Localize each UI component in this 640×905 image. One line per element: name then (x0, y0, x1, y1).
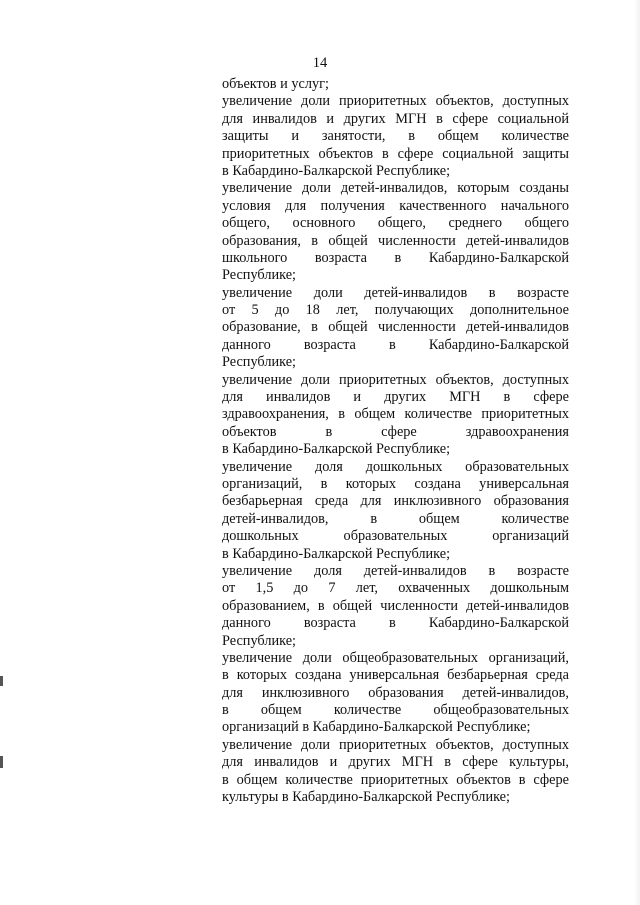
text-line: объектов и услуг; (222, 76, 329, 92)
text-line: организаций в Кабардино-Балкарской Республике; (222, 719, 531, 736)
text-line: в общем количестве общеобразовательных (222, 702, 569, 719)
text-line: в Кабардино-Балкарской Республике; (222, 162, 451, 179)
text-line: здравоохранения, в общем количестве приоритетных (222, 406, 569, 423)
text-line: культуры в Кабардино-Балкарской Республике; (222, 789, 511, 806)
text-line: условия для получения качественного начального (222, 197, 569, 214)
text-line: Республике; (222, 354, 297, 371)
text-line: увеличение доли приоритетных объектов, доступных (222, 371, 569, 388)
scan-edge-shadow (634, 0, 640, 905)
text-line: школьного возраста в Кабардино-Балкарской (222, 249, 569, 266)
text-line: безбарьерная среда для инклюзивного образования (222, 493, 569, 510)
text-line: увеличение доли общеобразовательных организаций, (222, 649, 569, 666)
page-number: 14 (312, 55, 328, 71)
text-line: в Кабардино-Балкарской Республике; (222, 441, 451, 458)
text-line: в общем количестве приоритетных объектов в сфере (222, 771, 569, 788)
text-line: организаций, в которых создана универсальная (222, 475, 569, 492)
text-line: от 5 до 18 лет, получающих дополнительное (222, 302, 569, 319)
text-line: увеличение доля детей-инвалидов в возрасте (222, 562, 569, 579)
text-line: увеличение доля дошкольных образовательных (222, 458, 569, 475)
text-line: общего, основного общего, среднего общего (222, 215, 569, 232)
text-line: Республике; (222, 267, 297, 284)
text-line: данного возраста в Кабардино-Балкарской (222, 615, 569, 632)
text-line: увеличение доли детей-инвалидов в возрасте (222, 284, 569, 301)
text-line: защиты и занятости, в общем количестве (222, 128, 569, 145)
text-line: для инвалидов и других МГН в сфере социальной (222, 110, 569, 127)
text-line: образованием, в общей численности детей-инвалидов (222, 597, 569, 614)
scan-edge-mark (0, 676, 3, 686)
text-line: увеличение доли детей-инвалидов, которым созданы (222, 180, 569, 197)
scan-edge-mark (0, 756, 3, 768)
text-line: увеличение доли приоритетных объектов, доступных (222, 93, 569, 110)
text-line: детей-инвалидов, в общем количестве (222, 510, 569, 527)
text-line: увеличение доли приоритетных объектов, доступных (222, 736, 569, 753)
text-line: от 1,5 до 7 лет, охваченных дошкольным (222, 580, 569, 597)
text-line: образование, в общей численности детей-инвалидов (222, 319, 569, 336)
text-line: данного возраста в Кабардино-Балкарской (222, 336, 569, 353)
text-line: в Кабардино-Балкарской Республике; (222, 545, 451, 562)
text-line: в которых создана универсальная безбарьерная среда (222, 667, 569, 684)
text-line: для инвалидов и других МГН в сфере культуры, (222, 754, 569, 771)
text-line: Республике; (222, 632, 297, 649)
text-line: для инвалидов и других МГН в сфере (222, 389, 569, 406)
text-line: приоритетных объектов в сфере социальной защиты (222, 145, 569, 162)
text-line: образования, в общей численности детей-инвалидов (222, 232, 569, 249)
document-body (222, 76, 569, 806)
text-line: для инклюзивного образования детей-инвалидов, (222, 684, 569, 701)
text-line: объектов в сфере здравоохранения (222, 423, 569, 440)
text-line: дошкольных образовательных организаций (222, 528, 569, 545)
